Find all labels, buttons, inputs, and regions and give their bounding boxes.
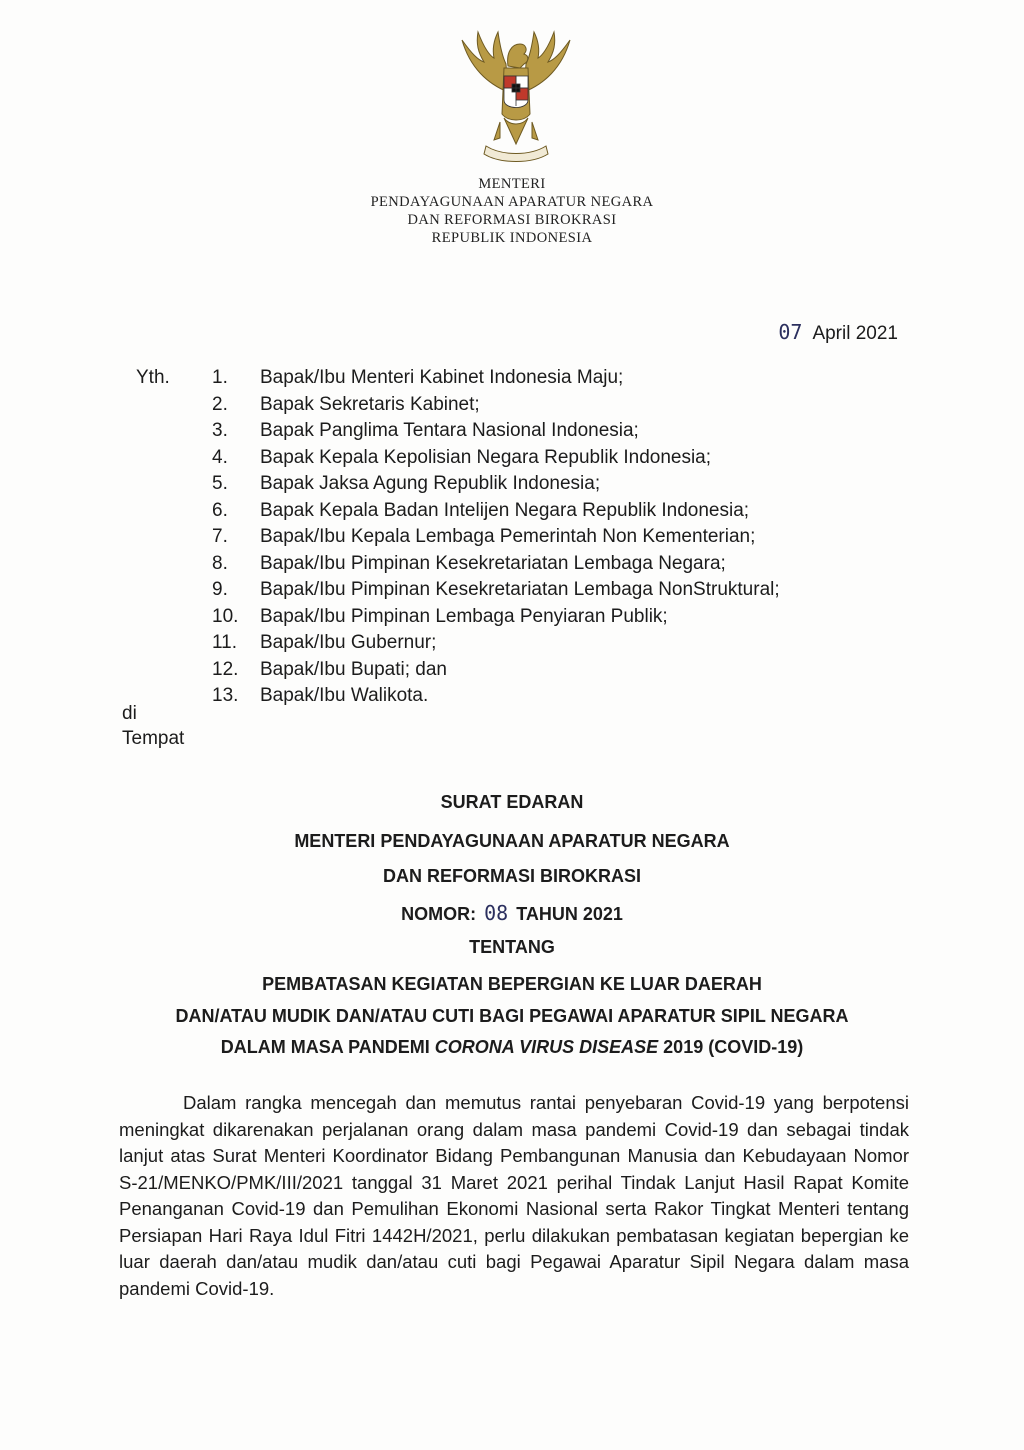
letterhead-line-3: DAN REFORMASI BIROKRASI	[407, 212, 617, 228]
recipient-salutation: Yth.	[136, 367, 170, 388]
subject-line-3	[0, 1037, 1024, 1058]
subject-line-3-post: 2019 (COVID-19)	[663, 1037, 804, 1057]
list-item-number: 13.	[212, 685, 239, 706]
list-item-number: 10.	[212, 605, 239, 627]
list-item-text: Bapak/Ibu Bupati; dan	[260, 658, 447, 680]
list-item-number: 3.	[212, 420, 228, 441]
list-item	[212, 685, 852, 712]
subject-line-3-italic: CORONA VIRUS DISEASE	[434, 1037, 659, 1057]
list-item-number: 4.	[212, 446, 228, 468]
letterhead-line-2: PENDAYAGUNAAN APARATUR NEGARA	[370, 194, 654, 210]
list-item-number: 2.	[212, 393, 228, 415]
list-item-text: Bapak Sekretaris Kabinet;	[260, 393, 480, 415]
list-item	[212, 632, 852, 659]
list-item-text: Bapak/Ibu Menteri Kabinet Indonesia Maju;	[260, 367, 624, 388]
subject-line-1: PEMBATASAN KEGIATAN BEPERGIAN KE LUAR DAERAH	[262, 974, 762, 994]
letterhead	[0, 175, 1024, 247]
list-item-text: Bapak/Ibu Pimpinan Lembaga Penyiaran Publik;	[260, 605, 668, 627]
list-item-number: 1.	[212, 367, 228, 388]
list-item-text: Bapak/Ibu Gubernur;	[260, 632, 437, 653]
list-item-number: 5.	[212, 473, 228, 494]
list-item-text: Bapak/Ibu Pimpinan Kesekretariatan Lembaga Negara;	[260, 552, 726, 574]
list-item-number: 8.	[212, 552, 228, 574]
tahun-label: TAHUN 2021	[516, 904, 623, 924]
location-tempat: Tempat	[122, 728, 185, 749]
list-item	[212, 420, 852, 447]
list-item	[212, 447, 852, 474]
nomor-value-handwritten: 08	[484, 901, 509, 925]
list-item-number: 11.	[212, 632, 238, 653]
list-item	[212, 659, 852, 686]
garuda-emblem	[448, 22, 584, 168]
letterhead-line-1: MENTERI	[478, 176, 546, 192]
list-item-text: Bapak/Ibu Walikota.	[260, 685, 429, 706]
date-day-handwritten: 07	[778, 320, 803, 344]
subject-line-2: DAN/ATAU MUDIK DAN/ATAU CUTI BAGI PEGAWAI APARATUR SIPIL NEGARA	[175, 1006, 849, 1026]
letterhead-line-4: REPUBLIK INDONESIA	[431, 230, 593, 246]
list-item	[212, 526, 852, 553]
list-item-text: Bapak Jaksa Agung Republik Indonesia;	[260, 473, 601, 494]
letter-date	[778, 320, 898, 345]
heading-number	[0, 901, 1024, 925]
list-item	[212, 473, 852, 500]
nomor-label: NOMOR:	[401, 904, 477, 924]
list-item-number: 9.	[212, 579, 228, 600]
list-item-number: 7.	[212, 526, 228, 547]
list-item	[212, 606, 852, 633]
list-item	[212, 394, 852, 421]
heading-issuer-line-2: DAN REFORMASI BIROKRASI	[382, 866, 641, 886]
recipient-list	[212, 367, 852, 712]
heading-title: SURAT EDARAN	[440, 792, 584, 812]
list-item-text: Bapak Kepala Badan Intelijen Negara Republik Indonesia;	[260, 499, 750, 521]
list-item-text: Bapak Panglima Tentara Nasional Indonesia;	[260, 420, 639, 441]
subject-line-3-pre: DALAM MASA PANDEMI	[220, 1037, 430, 1057]
location-di: di	[122, 703, 137, 724]
list-item-text: Bapak Kepala Kepolisian Negara Republik Indonesia;	[260, 446, 712, 468]
date-month-year: April 2021	[812, 323, 898, 344]
list-item-number: 6.	[212, 499, 228, 521]
list-item-number: 12.	[212, 658, 239, 680]
list-item	[212, 553, 852, 580]
heading-issuer-line-1: MENTERI PENDAYAGUNAAN APARATUR NEGARA	[294, 831, 730, 851]
body-paragraph: Dalam rangka mencegah dan memutus rantai penyebaran Covid-19 yang berpotensi meningkat dikarenakan perjalanan orang dalam masa pandemi Covid-19 dan sebagai tindak lanjut atas Surat Menteri Koordinator Bidang Pembangunan Manusia dan Kebudayaan Nomor S-21/MENKO/PMK/III/2021 tanggal 31 Maret 2021 perihal Tindak Lanjut Hasil Rapat Komite Penanganan Covid-19 dan Pemulihan Ekonomi Nasional serta Rakor Tingkat Menteri tentang Persiapan Hari Raya Idul Fitri 1442H/2021, perlu dilakukan pembatasan kegiatan bepergian ke luar daerah dan/atau mudik dan/atau cuti bagi Pegawai Aparatur Sipil Negara dalam masa pandemi Covid-19.	[119, 1092, 909, 1299]
list-item	[212, 367, 852, 394]
list-item-text: Bapak/Ibu Kepala Lembaga Pemerintah Non Kementerian;	[260, 526, 756, 547]
list-item-text: Bapak/Ibu Pimpinan Kesekretariatan Lembaga NonStruktural;	[260, 579, 780, 600]
heading-tentang: TENTANG	[469, 937, 555, 957]
list-item	[212, 500, 852, 527]
list-item	[212, 579, 852, 606]
